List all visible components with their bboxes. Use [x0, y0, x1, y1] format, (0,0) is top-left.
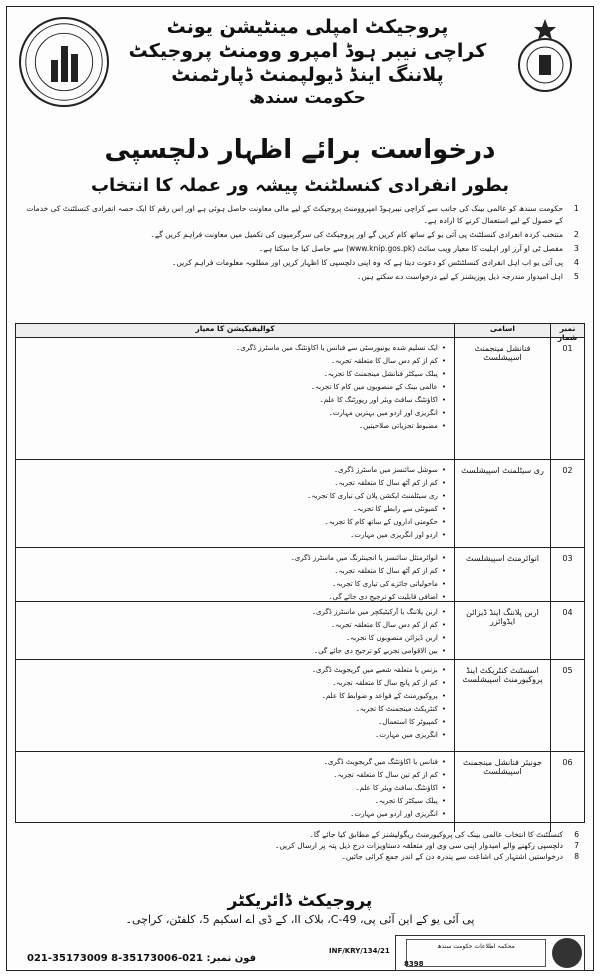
criteria-item: • بین الاقوامی تجربے کو ترجیح دی جائے گی۔	[22, 645, 446, 658]
criteria-item: • بزنس یا متعلقہ شعبے میں گریجویٹ ڈگری۔	[22, 664, 446, 677]
criteria-item: • پبلک سیکٹر فنانشل مینجمنٹ کا تجربہ۔	[22, 368, 446, 381]
criteria-item: • ایک تسلیم شدہ یونیورسٹی سے فنانس یا اکاؤنٹنگ میں ماسٹرز ڈگری۔	[22, 342, 446, 355]
header	[122, 15, 493, 109]
row-position-title: فنانشل مینجمنٹ اسپیشلسٹ	[454, 338, 550, 459]
info-department-stamp	[395, 935, 585, 971]
header-criteria: کوالیفیکیشن کا معیار	[195, 324, 275, 333]
criteria-item: • انگریزی میں مہارت۔	[22, 729, 446, 742]
criteria-item: • ماحولیاتی جائزے کی تیاری کا تجربہ۔	[22, 578, 446, 591]
row-position-title: جونیئر فنانشل مینجمنٹ اسپیشلسٹ	[454, 752, 550, 832]
criteria-item: • پبلک سیکٹر کا تجربہ۔	[22, 795, 446, 808]
criteria-item: • انگریزی اور اردو میں بہترین مہارت۔	[22, 407, 446, 420]
criteria-item: • مضبوط تجزیاتی صلاحیتیں۔	[22, 420, 446, 433]
row-number: 02	[550, 460, 584, 547]
row-criteria-list	[16, 660, 454, 751]
row-number: 06	[550, 752, 584, 832]
criteria-item: • کم از کم آٹھ سال کا متعلقہ تجربہ۔	[22, 477, 446, 490]
director-address: پی آئی یو کے این آئی پی، C-49، بلاک II، کے ڈی اے اسکیم 5، کلفٹن، کراچی۔	[125, 913, 475, 926]
table-row	[16, 460, 584, 548]
positions-table	[15, 323, 585, 823]
intro-paragraphs	[21, 203, 579, 285]
intro-paragraph: 3 مفصل ٹی او آرز اور اہلیت کا معیار ویب سائٹ (www.knip.gos.pk) سے حاصل کیا جا سکتا ہے۔	[258, 244, 579, 253]
header-title: اسامی	[454, 324, 550, 337]
criteria-item: • حکومتی اداروں کے ساتھ کام کا تجربہ۔	[22, 516, 446, 529]
criteria-item: • اکاؤنٹنگ سافٹ ویئر اور رپورٹنگ کا علم۔	[22, 394, 446, 407]
criteria-item: • اکاؤنٹنگ سافٹ ویئر کا علم۔	[22, 782, 446, 795]
criteria-item: • اربن پلاننگ یا آرکیٹیکچر میں ماسٹرز ڈگری۔	[22, 606, 446, 619]
row-position-title: انوائرمنٹ اسپیشلسٹ	[454, 548, 550, 601]
criteria-item: • کم از کم دس سال کا متعلقہ تجربہ۔	[22, 619, 446, 632]
row-criteria-list	[16, 752, 454, 832]
row-criteria-list	[16, 338, 454, 459]
criteria-item: • سوشل سائنسز میں ماسٹرز ڈگری۔	[22, 464, 446, 477]
stamp-text: محکمہ اطلاعات حکومت سندھ	[406, 939, 546, 967]
criteria-item: • کم از کم تین سال کا متعلقہ تجربہ۔	[22, 769, 446, 782]
criteria-item: • کمپیوٹر کا استعمال۔	[22, 716, 446, 729]
criteria-item: • ری سیٹلمنٹ ایکشن پلان کی تیاری کا تجربہ۔	[22, 490, 446, 503]
intro-paragraph: 1 حکومت سندھ کو عالمی بینک کی جانب سے کراچی نیبرہوڈ امپروومنٹ پروجیکٹ کے لیے مالی معاونت حاصل ہوئی ہے اور اس رقم کا ایک حصہ انفرادی کنسلٹنٹ کی خدمات کے حصول کے لیے استعمال کرنے کا ارادہ ہے۔	[26, 204, 579, 225]
table-row	[16, 752, 584, 832]
criteria-item: • عالمی بینک کے منصوبوں میں کام کا تجربہ۔	[22, 381, 446, 394]
criteria-item: • انوائرمنٹل سائنسز یا انجینئرنگ میں ماسٹرز ڈگری۔	[22, 552, 446, 565]
criteria-item: • پروکیورمنٹ کے قواعد و ضوابط کا علم۔	[22, 690, 446, 703]
table-row	[16, 660, 584, 752]
table-row	[16, 338, 584, 460]
logo-ring	[21, 19, 107, 105]
footnote: 8 درخواستیں اشتہار کی اشاعت سے پندرہ دن کے اندر جمع کرائی جائیں۔	[341, 852, 579, 861]
criteria-item: • اضافی قابلیت کو ترجیح دی جائے گی۔	[22, 591, 446, 604]
director-block	[7, 891, 593, 926]
criteria-item: • فنانس یا اکاؤنٹنگ میں گریجویٹ ڈگری۔	[22, 756, 446, 769]
row-number: 04	[550, 602, 584, 659]
criteria-item: • انگریزی اور اردو میں مہارت۔	[22, 808, 446, 821]
sindh-government-seal-icon	[509, 17, 581, 95]
row-criteria-list	[16, 548, 454, 601]
header-line-3: پلاننگ اینڈ ڈیولپمنٹ ڈپارٹمنٹ	[171, 64, 444, 86]
criteria-item: • کم از کم آٹھ سال کا متعلقہ تجربہ۔	[22, 565, 446, 578]
criteria-item: • کم از کم دس سال کا متعلقہ تجربہ۔	[22, 355, 446, 368]
advertisement-page	[6, 6, 594, 971]
row-number: 05	[550, 660, 584, 751]
intro-paragraph: 4 پی آئی یو اب اہل انفرادی کنسلٹنٹس کو دعوت دیتا ہے کہ وہ اپنی دلچسپی کا اظہار کریں اور مطلوبہ معلومات فراہم کریں۔	[171, 258, 579, 267]
header-no: نمبر شمار	[550, 324, 584, 337]
director-title: پروجیکٹ ڈائریکٹر	[227, 891, 373, 911]
row-criteria-list	[16, 602, 454, 659]
knip-logo	[19, 17, 109, 107]
row-number: 03	[550, 548, 584, 601]
criteria-item: • اردو اور انگریزی میں مہارت۔	[22, 529, 446, 542]
criteria-item: • اربن ڈیزائن منصوبوں کا تجربہ۔	[22, 632, 446, 645]
row-number: 01	[550, 338, 584, 459]
row-position-title: اسسٹنٹ کنٹریکٹ اینڈ پروکیورمنٹ اسپیشلسٹ	[454, 660, 550, 751]
page-title: درخواست برائے اظہار دلچسپی	[104, 135, 496, 165]
criteria-item: • کمیونٹی سے رابطے کا تجربہ۔	[22, 503, 446, 516]
footnote: 6 کنسلٹنٹ کا انتخاب عالمی بینک کی پروکیورمنٹ ریگولیشنز کے مطابق کیا جائے گا۔	[309, 830, 579, 839]
table-row	[16, 602, 584, 660]
criteria-item: • کم از کم پانچ سال کا متعلقہ تجربہ۔	[22, 677, 446, 690]
row-criteria-list	[16, 460, 454, 547]
row-position-title: ری سیٹلمنٹ اسپیشلسٹ	[454, 460, 550, 547]
reference-number: INF/KRY/134/21	[329, 947, 390, 955]
header-line-4: حکومت سندھ	[249, 88, 366, 108]
table-header	[16, 324, 584, 342]
header-line-1: پروجیکٹ امپلی مینٹیشن یونٹ	[166, 16, 449, 38]
intro-paragraph: 5 اہل امیدوار مندرجہ ذیل پوزیشنز کے لیے درخواست دے سکتے ہیں۔	[356, 272, 579, 281]
intro-paragraph: 2 منتخب کردہ انفرادی کنسلٹنٹ پی آئی یو کے ساتھ کام کریں گے اور پروجیکٹ کی سرگرمیوں کی تکمیل میں معاونت فراہم کریں گے۔	[150, 230, 579, 239]
footnote: 7 دلچسپی رکھنے والے امیدوار اپنی سی وی اور متعلقہ دستاویزات درج ذیل پتہ پر ارسال کریں۔	[274, 841, 579, 850]
stamp-code: 8398	[404, 960, 424, 968]
row-position-title: اربن پلاننگ اینڈ ڈیزائن ایڈوائزر	[454, 602, 550, 659]
header-line-2: کراچی نیبر ہوڈ امپرو وومنٹ پروجیکٹ	[128, 40, 487, 62]
phone-numbers: 021-35173009 فون نمبر: 021-35173006-8	[27, 953, 257, 964]
criteria-item: • کنٹریکٹ مینجمنٹ کا تجربہ۔	[22, 703, 446, 716]
page-subtitle: بطور انفرادی کنسلٹنٹ پیشہ ور عملہ کا انتخاب	[90, 175, 510, 196]
portrait-icon	[552, 938, 582, 968]
footnotes	[21, 829, 579, 862]
table-row	[16, 548, 584, 602]
